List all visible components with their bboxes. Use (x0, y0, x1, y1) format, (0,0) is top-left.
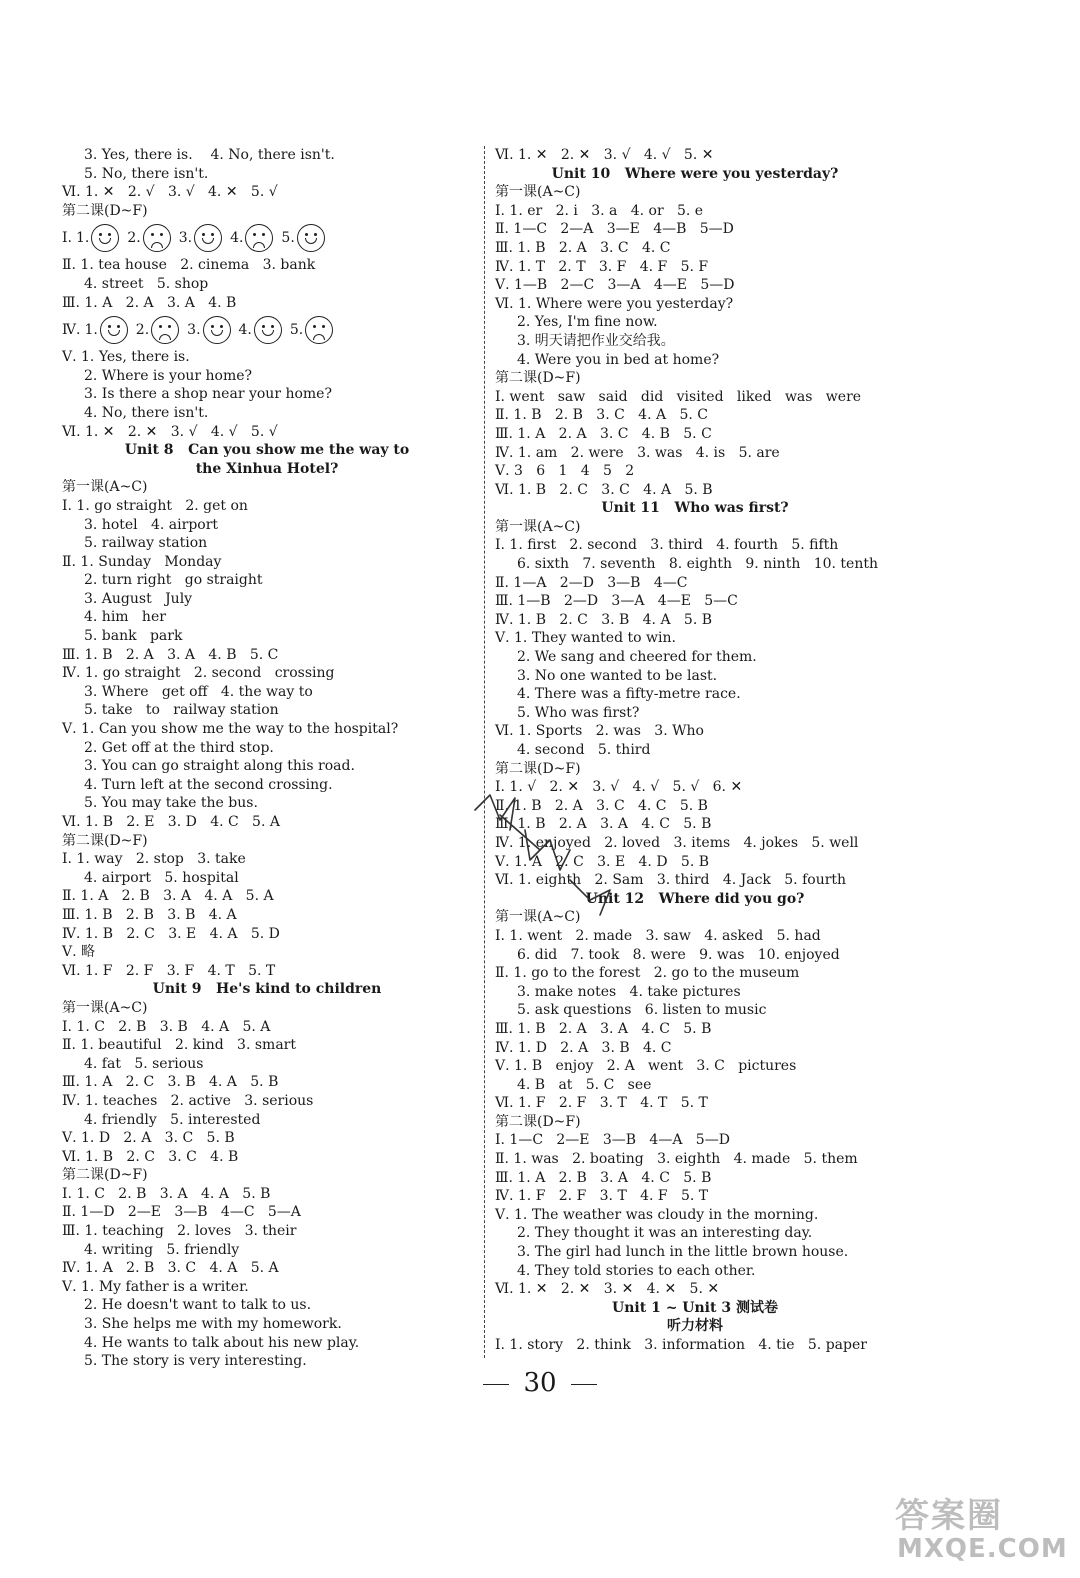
page-number-dash-left (483, 1384, 509, 1385)
answer-number: 2. (127, 230, 141, 247)
answer-line: 4. friendly 5. interested (84, 1111, 261, 1128)
unit-heading: Unit 1 ~ Unit 3 测试卷 (612, 1299, 778, 1316)
answer-line: 5. No, there isn't. (84, 165, 209, 182)
sad-face-icon (305, 316, 333, 344)
answer-number: 3. (178, 230, 193, 247)
answer-line: 第一课(A~C) (495, 184, 581, 201)
answer-line: 4. They told stories to each other. (517, 1262, 756, 1279)
answer-line: 第一课(A~C) (495, 909, 581, 926)
answer-line: 3. August July (84, 590, 193, 607)
answer-line: Ⅰ. went saw said did visited liked was were (495, 388, 862, 405)
page-number-dash-right (571, 1384, 597, 1385)
unit-heading: Unit 9 He's kind to children (152, 981, 382, 998)
answer-line: 4. second 5. third (517, 742, 651, 758)
answer-line: 5. You may take the bus. (84, 795, 258, 812)
answer-line: Ⅰ. 1—C 2—E 3—B 4—A 5—D (495, 1132, 730, 1149)
answer-line: Ⅰ. 1. er 2. i 3. a 4. or 5. e (495, 202, 704, 219)
answer-line: 4. Turn left at the second crossing. (84, 776, 333, 793)
answer-line: 2. They thought it was an interesting day. (517, 1225, 813, 1242)
pen-scribble (470, 790, 620, 920)
answer-line: 2. We sang and cheered for them. (517, 649, 757, 666)
smiley-answer (290, 316, 333, 344)
happy-face-icon (297, 224, 325, 252)
sad-face-icon (245, 224, 273, 252)
answer-line: Ⅴ. 1. They wanted to win. (495, 630, 676, 647)
answer-line: Ⅳ. 1. T 2. T 3. F 4. F 5. F (495, 258, 709, 275)
answer-line: 3. Is there a shop near your home? (84, 386, 332, 403)
answer-line: 3. The girl had lunch in the little brown house. (517, 1244, 849, 1261)
section-numeral: Ⅰ. (62, 230, 72, 247)
answer-line: 5. Who was first? (517, 704, 640, 721)
answer-line: Ⅳ. 1. teaches 2. active 3. serious (62, 1092, 314, 1109)
answer-line: 4. writing 5. friendly (84, 1241, 240, 1258)
answer-line: Ⅱ. 1. tea house 2. cinema 3. bank (62, 257, 316, 274)
page-number (0, 1368, 1080, 1398)
answer-line: 第一课(A~C) (62, 479, 148, 496)
answer-line: 第一课(A~C) (495, 518, 581, 535)
answer-line: Ⅰ. 1. C 2. B 3. A 4. A 5. B (62, 1185, 271, 1202)
answer-line: Ⅱ. 1—A 2—D 3—B 4—C (495, 574, 688, 591)
answer-line: Ⅴ. 3 6 1 4 5 2 (495, 463, 635, 480)
answer-line: Ⅴ. 1. A 2. C 3. E 4. D 5. B (495, 853, 710, 870)
watermark-url: MXQE.COM (897, 1534, 1068, 1564)
answer-line: Ⅴ. 略 (62, 944, 96, 961)
answer-line: 3. You can go straight along this road. (84, 758, 355, 775)
answer-line: Ⅱ. 1—D 2—E 3—B 4—C 5—A (62, 1204, 301, 1221)
unit-heading: Unit 11 Who was first? (601, 500, 789, 517)
answer-line: 2. He doesn't want to talk to us. (84, 1297, 312, 1314)
smiley-answer-row (62, 220, 472, 256)
happy-face-icon (100, 316, 128, 344)
answer-line: Ⅱ. 1. go to the forest 2. go to the museum (495, 965, 800, 982)
answer-line: 第一课(A~C) (62, 999, 148, 1016)
page-number-value: 30 (523, 1368, 557, 1398)
answer-line: 3. 明天请把作业交给我。 (517, 332, 675, 349)
smiley-answer (239, 316, 282, 344)
answer-line: Ⅱ. 1. B 2. B 3. C 4. A 5. C (495, 407, 708, 424)
answer-line: Ⅰ. 1. C 2. B 3. B 4. A 5. A (62, 1018, 271, 1035)
answer-line: 第二课(D~F) (495, 1113, 581, 1130)
right-answer-column (495, 146, 895, 1355)
answer-line: Ⅵ. 1. F 2. F 3. T 4. T 5. T (495, 1095, 708, 1112)
answer-line: Ⅲ. 1. B 2. A 3. A 4. C 5. B (495, 1020, 712, 1037)
section-numeral: Ⅳ. (62, 322, 81, 339)
answer-line: 4. Were you in bed at home? (517, 351, 720, 368)
answer-line: Ⅰ. 1. way 2. stop 3. take (62, 851, 246, 868)
answer-line: Ⅴ. 1. B enjoy 2. A went 3. C pictures (495, 1058, 797, 1075)
answer-line: Ⅲ. 1. teaching 2. loves 3. their (62, 1223, 297, 1240)
answer-number: 2. (135, 322, 150, 339)
column-divider (484, 146, 485, 1358)
answer-line: 4. B at 5. C see (517, 1076, 652, 1093)
answer-line: 2. Get off at the third stop. (84, 739, 274, 756)
answer-line: Ⅰ. 1. story 2. think 3. information 4. tie 5. paper (495, 1337, 867, 1353)
answer-line: Ⅲ. 1. A 2. B 3. A 4. C 5. B (495, 1169, 712, 1186)
left-answer-column (62, 146, 472, 1371)
answer-line: Ⅵ. 1. B 2. C 3. C 4. A 5. B (495, 481, 713, 498)
answer-line: Ⅳ. 1. A 2. B 3. C 4. A 5. A (62, 1260, 279, 1277)
smiley-answer (179, 224, 222, 252)
answer-line: Ⅱ. 1. Sunday Monday (62, 553, 222, 570)
answer-line: Ⅴ. 1. Can you show me the way to the hospital? (62, 721, 399, 738)
answer-line: Ⅵ. 1. B 2. C 3. C 4. B (62, 1148, 239, 1165)
smiley-answer (84, 316, 127, 344)
smiley-answer (230, 224, 273, 252)
answer-line: Ⅵ. 1. eighth 2. Sam 3. third 4. Jack 5. fourth (495, 872, 847, 889)
answer-line: Ⅴ. 1. Yes, there is. (62, 349, 190, 366)
happy-face-icon (194, 224, 222, 252)
answer-line: Ⅵ. 1. ✕ 2. √ 3. √ 4. ✕ 5. √ (62, 184, 278, 201)
answer-line: 2. Yes, I'm fine now. (517, 314, 658, 331)
happy-face-icon (254, 316, 282, 344)
answer-line: Ⅱ. 1. beautiful 2. kind 3. smart (62, 1037, 296, 1054)
unit-heading: 听力材料 (667, 1318, 723, 1335)
answer-line: 6. sixth 7. seventh 8. eighth 9. ninth 10. tenth (517, 556, 878, 573)
answer-line: Ⅲ. 1—B 2—D 3—A 4—E 5—C (495, 593, 738, 610)
answer-line: Ⅴ. 1. D 2. A 3. C 5. B (62, 1130, 235, 1147)
answer-line: Ⅵ. 1. B 2. E 3. D 4. C 5. A (62, 814, 280, 830)
answer-line: Ⅲ. 1. B 2. A 3. A 4. C 5. B (495, 816, 712, 833)
answer-line: Ⅳ. 1. B 2. C 3. B 4. A 5. B (495, 611, 713, 628)
answer-number: 4. (230, 230, 244, 247)
sad-face-icon (143, 224, 171, 252)
answer-line: 2. Where is your home? (84, 367, 253, 384)
answer-number: 3. (187, 322, 201, 339)
smiley-answer (187, 316, 230, 344)
unit-heading: the Xinhua Hotel? (195, 460, 339, 477)
answer-line: 4. street 5. shop (84, 275, 209, 292)
smiley-answer-row (62, 312, 472, 348)
answer-line: 4. He wants to talk about his new play. (84, 1334, 360, 1351)
answer-number: 5. (289, 322, 304, 339)
answer-line: Ⅲ. 1. B 2. B 3. B 4. A (62, 906, 237, 923)
unit-heading: Unit 10 Where were you yesterday? (551, 165, 839, 182)
answer-line: Ⅴ. 1. The weather was cloudy in the morning. (495, 1206, 819, 1223)
answer-line: 第二课(D~F) (62, 832, 148, 849)
happy-face-icon (203, 316, 231, 344)
answer-line: 第二课(D~F) (495, 370, 581, 387)
answer-line: 5. railway station (84, 535, 208, 552)
answer-line: Ⅱ. 1—C 2—A 3—E 4—B 5—D (495, 221, 734, 238)
answer-number: 1. (75, 230, 90, 247)
answer-line: 第二课(D~F) (62, 1167, 148, 1184)
site-watermark (895, 1488, 1075, 1576)
answer-line: 4. him her (84, 609, 166, 626)
answer-line: Ⅲ. 1. A 2. C 3. B 4. A 5. B (62, 1074, 279, 1091)
answer-line: 第二课(D~F) (495, 760, 581, 777)
answer-line: Ⅲ. 1. A 2. A 3. A 4. B (62, 294, 237, 311)
answer-number: 5. (281, 230, 295, 247)
sad-face-icon (151, 316, 179, 344)
answer-line: 5. bank park (84, 628, 183, 645)
answer-line: Ⅵ. 1. Sports 2. was 3. Who (495, 723, 704, 740)
answer-line: 5. ask questions 6. listen to music (517, 1002, 767, 1019)
answer-line: Ⅳ. 1. B 2. C 3. E 4. A 5. D (62, 925, 280, 942)
answer-line: 2. turn right go straight (84, 572, 263, 589)
answer-line: Ⅰ. 1. went 2. made 3. saw 4. asked 5. had (495, 927, 821, 944)
answer-line: Ⅵ. 1. ✕ 2. ✕ 3. √ 4. √ 5. √ (62, 423, 278, 440)
happy-face-icon (91, 224, 119, 252)
unit-heading: Unit 12 Where did you go? (585, 890, 805, 907)
answer-number: 4. (238, 322, 252, 339)
answer-line: 5. take to railway station (84, 702, 279, 719)
answer-line: 第二课(D~F) (62, 202, 148, 219)
answer-line: 4. There was a fifty-metre race. (517, 686, 741, 703)
answer-line: 3. No one wanted to be last. (517, 667, 718, 684)
answer-line: Ⅰ. 1. go straight 2. get on (62, 497, 248, 514)
answer-line: 4. airport 5. hospital (84, 869, 239, 886)
answer-line: Ⅲ. 1. A 2. A 3. C 4. B 5. C (495, 425, 712, 442)
answer-line: 3. hotel 4. airport (84, 516, 219, 533)
answer-line: Ⅵ. 1. ✕ 2. ✕ 3. √ 4. √ 5. ✕ (495, 147, 714, 163)
answer-line: Ⅲ. 1. B 2. A 3. A 4. B 5. C (62, 646, 279, 663)
answer-line: Ⅵ. 1. ✕ 2. ✕ 3. ✕ 4. ✕ 5. ✕ (495, 1281, 720, 1298)
answer-line: Ⅱ. 1. was 2. boating 3. eighth 4. made 5. them (495, 1151, 858, 1168)
answer-line: Ⅳ. 1. go straight 2. second crossing (62, 665, 335, 682)
smiley-answer (127, 224, 170, 252)
answer-line: Ⅳ. 1. enjoyed 2. loved 3. items 4. jokes 5. well (495, 834, 859, 851)
answer-line: 3. Yes, there is. 4. No, there isn't. (84, 147, 335, 163)
answer-line: 5. The story is very interesting. (84, 1353, 307, 1370)
answer-line: 4. fat 5. serious (84, 1055, 204, 1072)
answer-line: 4. No, there isn't. (84, 404, 209, 421)
answer-line: Ⅴ. 1. My father is a writer. (62, 1278, 249, 1295)
smiley-answer (136, 316, 179, 344)
smiley-answer (281, 224, 324, 252)
answer-line: 3. Where get off 4. the way to (84, 683, 313, 700)
answer-line: Ⅱ. 1. A 2. B 3. A 4. A 5. A (62, 888, 274, 905)
answer-number: 1. (84, 322, 98, 339)
answer-line: Ⅳ. 1. F 2. F 3. T 4. F 5. T (495, 1188, 709, 1205)
answer-line: Ⅱ. 1. B 2. A 3. C 4. C 5. B (495, 797, 708, 814)
answer-line: Ⅰ. 1. first 2. second 3. third 4. fourth 5. fifth (495, 537, 839, 554)
unit-heading: Unit 8 Can you show me the way to (124, 442, 410, 459)
answer-line: 3. She helps me with my homework. (84, 1316, 342, 1333)
answer-line: Ⅵ. 1. Where were you yesterday? (495, 295, 734, 312)
answer-line: Ⅳ. 1. am 2. were 3. was 4. is 5. are (495, 444, 780, 461)
answer-line: 6. did 7. took 8. were 9. was 10. enjoyed (517, 946, 840, 963)
answer-line: Ⅰ. 1. √ 2. ✕ 3. √ 4. √ 5. √ 6. ✕ (495, 779, 743, 796)
watermark-logo: 答案圈 (895, 1496, 1003, 1536)
answer-line: Ⅲ. 1. B 2. A 3. C 4. C (495, 239, 671, 256)
answer-line: Ⅵ. 1. F 2. F 3. F 4. T 5. T (62, 962, 276, 979)
smiley-answer (76, 224, 119, 252)
answer-line: Ⅳ. 1. D 2. A 3. B 4. C (495, 1039, 672, 1056)
answer-line: Ⅴ. 1—B 2—C 3—A 4—E 5—D (495, 277, 735, 294)
answer-line: 3. make notes 4. take pictures (517, 983, 741, 1000)
